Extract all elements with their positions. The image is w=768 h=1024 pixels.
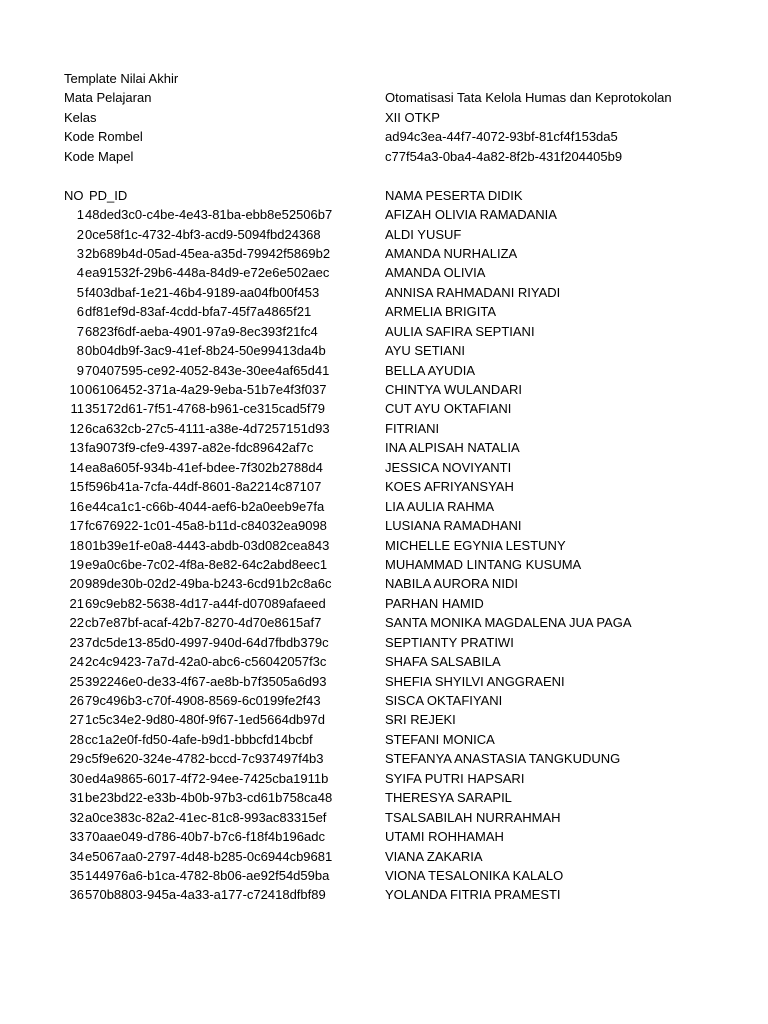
row-pd-id[interactable]: f403dbaf-1e21-46b4-9189-aa04fb00f453 [85,284,320,300]
row-number[interactable]: 22 [69,615,84,631]
row-number[interactable]: 14 [69,459,84,475]
row-pd-id[interactable]: 06106452-371a-4a29-9eba-51b7e4f3f037 [85,382,327,397]
row-number[interactable]: 3 [76,245,84,261]
row-number[interactable]: 1 [76,207,84,223]
row-pd-id[interactable]: 392246e0-de33-4f67-ae8b-b7f3505a6d93 [85,673,327,689]
row-pd-id[interactable]: cc1a2e0f-fd50-4afe-b9d1-bbbcfd14bcbf [85,731,313,747]
table-row [0,302,768,321]
row-student-name[interactable]: UTAMI ROHHAMAH [385,829,504,845]
row-pd-id[interactable]: cb7e87bf-acaf-42b7-8270-4d70e8615af7 [85,615,322,631]
row-number[interactable]: 21 [69,595,84,611]
row-pd-id[interactable]: 0b04db9f-3ac9-41ef-8b24-50e99413da4b [85,343,326,359]
row-student-name[interactable]: PARHAN HAMID [385,595,484,611]
row-pd-id[interactable]: ea8a605f-934b-41ef-bdee-7f302b2788d4 [85,459,323,475]
table-row [0,244,768,263]
table-row [0,399,768,418]
row-number[interactable]: 4 [76,265,84,281]
row-student-name[interactable]: AYU SETIANI [385,343,465,359]
row-number[interactable]: 32 [69,809,84,825]
row-number[interactable]: 6 [76,304,84,320]
row-student-name[interactable]: AMANDA NURHALIZA [385,245,518,261]
table-header-row [0,186,768,205]
row-student-name[interactable]: NABILA AURORA NIDI [385,576,518,592]
row-pd-id[interactable]: e9a0c6be-7c02-4f8a-8e82-64c2abd8eec1 [85,556,328,572]
row-pd-id[interactable]: 2b689b4d-05ad-45ea-a35d-79942f5869b2 [85,245,331,261]
row-pd-id[interactable]: 70aae049-d786-40b7-b7c6-f18f4b196adc [85,829,325,845]
spreadsheet-sheet [0,69,768,905]
row-pd-id[interactable]: 570b8803-945a-4a33-a177-c72418dfbf89 [85,887,326,903]
table-row [0,613,768,632]
column-header-name[interactable]: NAMA PESERTA DIDIK [385,187,523,203]
table-row [0,497,768,516]
row-number[interactable]: 17 [69,518,84,534]
row-number[interactable]: 2 [76,226,84,242]
table-row [0,574,768,593]
row-number[interactable]: 20 [69,576,84,592]
meta-value-kelas[interactable]: XII OTKP [385,109,440,125]
row-number[interactable]: 11 [70,401,84,417]
title-row [0,69,768,88]
row-student-name[interactable]: VIONA TESALONIKA KALALO [385,867,564,883]
row-pd-id[interactable]: 79c496b3-c70f-4908-8569-6c0199fe2f43 [85,693,321,708]
table-row [0,477,768,496]
row-number[interactable]: 36 [69,887,84,903]
table-row [0,516,768,535]
row-number[interactable]: 23 [69,634,84,650]
row-number[interactable]: 26 [69,693,84,708]
row-number[interactable]: 8 [76,343,84,359]
meta-label-mata-pelajaran[interactable]: Mata Pelajaran [64,90,152,106]
table-row [0,419,768,438]
meta-label-kode-rombel[interactable]: Kode Rombel [64,129,143,145]
row-student-name[interactable]: YOLANDA FITRIA PRAMESTI [385,887,561,903]
table-row [0,885,768,904]
row-pd-id[interactable]: 48ded3c0-c4be-4e43-81ba-ebb8e52506b7 [85,207,333,223]
table-row [0,225,768,244]
row-pd-id[interactable]: 6ca632cb-27c5-4111-a38e-4d7257151d93 [85,420,330,436]
meta-label-kode-mapel[interactable]: Kode Mapel [64,148,134,164]
row-pd-id[interactable]: 35172d61-7f51-4768-b961-ce315cad5f79 [85,401,325,417]
row-student-name[interactable]: FITRIANI [385,420,440,436]
row-pd-id[interactable]: ed4a9865-6017-4f72-94ee-7425cba1911b [85,770,329,786]
row-pd-id[interactable]: e44ca1c1-c66b-4044-aef6-b2a0eeb9e7fa [85,498,325,514]
row-student-name[interactable]: STEFANYA ANASTASIA TANGKUDUNG [385,751,621,767]
row-pd-id[interactable]: a0ce383c-82a2-41ec-81c8-993ac83315ef [85,809,327,825]
row-student-name[interactable]: JESSICA NOVIYANTI [385,459,512,475]
row-pd-id[interactable]: 69c9eb82-5638-4d17-a44f-d07089afaeed [85,595,326,611]
column-header-no[interactable]: NO [64,187,84,203]
row-student-name[interactable]: INA ALPISAH NATALIA [385,440,520,456]
table-row [0,691,768,710]
row-student-name[interactable]: VIANA ZAKARIA [385,848,483,864]
row-pd-id[interactable]: 1c5c34e2-9d80-480f-9f67-1ed5664db97d [85,712,325,728]
table-row [0,808,768,827]
row-student-name[interactable]: CHINTYA WULANDARI [385,382,522,397]
row-number[interactable]: 25 [69,673,84,689]
table-row [0,788,768,807]
column-header-pd-id[interactable]: PD_ID [89,187,128,203]
table-row [0,458,768,477]
row-number[interactable]: 13 [69,440,84,456]
table-row [0,672,768,691]
meta-label-kelas[interactable]: Kelas [64,109,97,125]
table-row [0,341,768,360]
row-pd-id[interactable]: 01b39e1f-e0a8-4443-abdb-03d082cea843 [85,537,330,553]
table-row [0,866,768,885]
row-pd-id[interactable]: fc676922-1c01-45a8-b11d-c84032ea9098 [85,518,327,534]
empty-row [0,166,768,185]
table-row [0,847,768,866]
row-student-name[interactable]: LIA AULIA RAHMA [385,498,495,514]
row-student-name[interactable]: SISCA OKTAFIYANI [385,693,503,708]
row-number[interactable]: 29 [69,751,84,767]
table-row [0,205,768,224]
row-pd-id[interactable]: c5f9e620-324e-4782-bccd-7c937497f4b3 [85,751,324,767]
row-student-name[interactable]: MUHAMMAD LINTANG KUSUMA [385,556,582,572]
table-row [0,438,768,457]
table-row [0,380,768,399]
row-pd-id[interactable]: 144976a6-b1ca-4782-8b06-ae92f54d59ba [85,867,330,883]
row-student-name[interactable]: STEFANI MONICA [385,731,495,747]
row-pd-id[interactable]: f596b41a-7cfa-44df-8601-8a2214c87107 [85,479,322,495]
meta-value-kode-mapel[interactable]: c77f54a3-0ba4-4a82-8f2b-431f204405b9 [385,148,623,164]
row-student-name[interactable]: TSALSABILAH NURRAHMAH [385,809,561,825]
row-number[interactable]: 34 [69,848,84,864]
meta-value-kode-rombel[interactable]: ad94c3ea-44f7-4072-93bf-81cf4f153da5 [385,129,618,145]
table-row [0,555,768,574]
row-student-name[interactable]: LUSIANA RAMADHANI [385,518,522,534]
row-number[interactable]: 19 [69,556,84,572]
row-student-name[interactable]: AULIA SAFIRA SEPTIANI [385,323,535,339]
row-student-name[interactable]: AMANDA OLIVIA [385,265,486,281]
table-row [0,749,768,768]
table-row [0,769,768,788]
meta-value-mata-pelajaran[interactable]: Otomatisasi Tata Kelola Humas dan Keprotokolan [385,90,672,106]
row-number[interactable]: 33 [69,829,84,845]
table-row [0,633,768,652]
meta-row-kode-mapel [0,147,768,166]
row-student-name[interactable]: SEPTIANTY PRATIWI [385,634,514,650]
row-number[interactable]: 30 [69,770,84,786]
row-number[interactable]: 7 [76,323,84,339]
table-row [0,361,768,380]
row-pd-id[interactable]: fa9073f9-cfe9-4397-a82e-fdc89642af7c [85,440,314,456]
row-number[interactable]: 5 [76,284,84,300]
meta-row-kelas [0,108,768,127]
meta-row-kode-rombel [0,127,768,146]
row-number[interactable]: 12 [69,420,84,436]
row-number[interactable]: 10 [69,382,84,397]
row-number[interactable]: 35 [69,867,84,883]
row-pd-id[interactable]: 7dc5de13-85d0-4997-940d-64d7fbdb379c [85,634,329,650]
table-row [0,594,768,613]
row-number[interactable]: 15 [69,479,84,495]
table-row [0,730,768,749]
row-pd-id[interactable]: be23bd22-e33b-4b0b-97b3-cd61b758ca48 [85,790,333,806]
row-pd-id[interactable]: e5067aa0-2797-4d48-b285-0c6944cb9681 [85,848,333,864]
row-number[interactable]: 16 [69,498,84,514]
row-pd-id[interactable]: 2c4c9423-7a7d-42a0-abc6-c56042057f3c [85,654,327,670]
row-pd-id[interactable]: df81ef9d-83af-4cdd-bfa7-45f7a4865f21 [85,304,312,320]
row-student-name[interactable]: AFIZAH OLIVIA RAMADANIA [385,207,557,223]
row-student-name[interactable]: SHAFA SALSABILA [385,654,501,670]
table-row [0,827,768,846]
table-row [0,710,768,729]
row-number[interactable]: 27 [69,712,84,728]
row-pd-id[interactable]: 70407595-ce92-4052-843e-30ee4af65d41 [85,362,330,378]
row-number[interactable]: 28 [69,731,84,747]
row-pd-id[interactable]: 6823f6df-aeba-4901-97a9-8ec393f21fc4 [85,323,318,339]
row-pd-id[interactable]: 989de30b-02d2-49ba-b243-6cd91b2c8a6c [85,576,332,592]
row-student-name[interactable]: ALDI YUSUF [385,226,462,242]
row-pd-id[interactable]: ea91532f-29b6-448a-84d9-e72e6e502aec [85,265,330,281]
row-student-name[interactable]: SANTA MONIKA MAGDALENA JUA PAGA [385,615,632,631]
sheet-title[interactable]: Template Nilai Akhir [64,71,179,86]
row-student-name[interactable]: ANNISA RAHMADANI RIYADI [385,284,561,300]
row-student-name[interactable]: ARMELIA BRIGITA [385,304,497,320]
table-row [0,652,768,671]
row-number[interactable]: 18 [69,537,84,553]
table-row [0,536,768,555]
table-row [0,322,768,341]
row-student-name[interactable]: SHEFIA SHYILVI ANGGRAENI [385,673,565,689]
row-number[interactable]: 31 [69,790,84,806]
row-student-name[interactable]: KOES AFRIYANSYAH [385,479,514,495]
row-pd-id[interactable]: 0ce58f1c-4732-4bf3-acd9-5094fbd24368 [85,226,321,242]
row-number[interactable]: 9 [76,362,84,378]
row-number[interactable]: 24 [69,654,84,670]
table-row [0,283,768,302]
row-student-name[interactable]: BELLA AYUDIA [385,362,476,378]
row-student-name[interactable]: CUT AYU OKTAFIANI [385,401,512,417]
table-row [0,263,768,282]
table-body [0,205,768,905]
meta-row-mata-pelajaran [0,88,768,107]
row-student-name[interactable]: SRI REJEKI [385,712,456,728]
row-student-name[interactable]: MICHELLE EGYNIA LESTUNY [385,537,566,553]
row-student-name[interactable]: SYIFA PUTRI HAPSARI [385,770,525,786]
row-student-name[interactable]: THERESYA SARAPIL [385,790,512,806]
